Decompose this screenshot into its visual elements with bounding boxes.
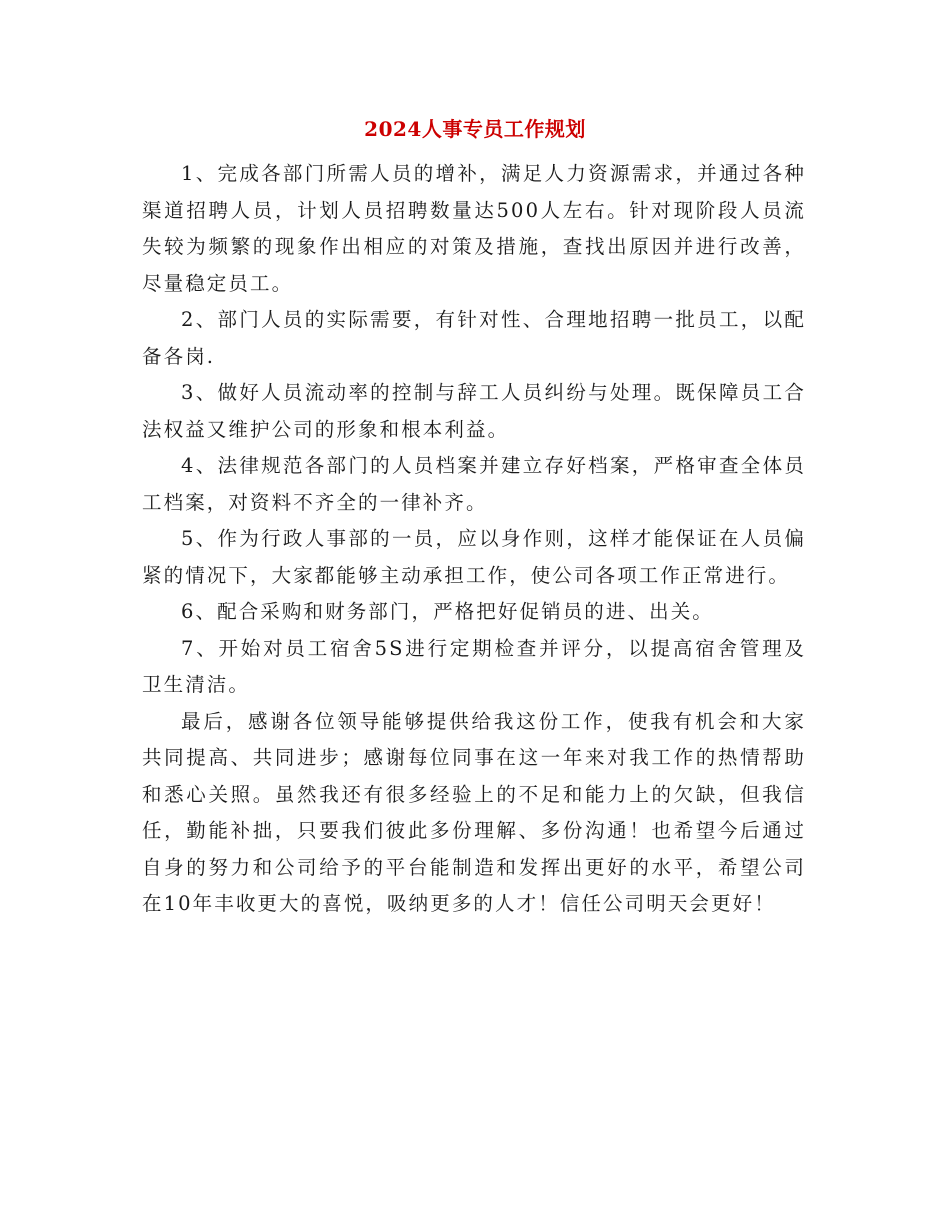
paragraph-7: 7、开始对员工宿舍5S进行定期检查并评分，以提高宿舍管理及卫生清洁。 [142, 636, 806, 696]
document-body [142, 156, 806, 923]
paragraph-2: 2、部门人员的实际需要，有针对性、合理地招聘一批员工，以配备各岗. [142, 308, 806, 368]
paragraph-5: 5、作为行政人事部的一员，应以身作则，这样才能保证在人员偏紧的情况下，大家都能够主动承担工作，使公司各项工作正常进行。 [142, 527, 806, 587]
paragraph-3: 3、做好人员流动率的控制与辞工人员纠纷与处理。既保障员工合法权益又维护公司的形象和根本利益。 [142, 381, 806, 441]
paragraph-4: 4、法律规范各部门的人员档案并建立存好档案，严格审查全体员工档案，对资料不齐全的一律补齐。 [142, 454, 806, 514]
paragraph-6: 6、配合采购和财务部门，严格把好促销员的进、出关。 [181, 600, 714, 623]
paragraph-1: 1、完成各部门所需人员的增补，满足人力资源需求，并通过各种渠道招聘人员，计划人员招聘数量达500人左右。针对现阶段人员流失较为频繁的现象作出相应的对策及措施，查找出原因并进行改善，尽量稳定员工。 [142, 162, 806, 295]
document-title: 2024人事专员工作规划 [364, 117, 586, 141]
paragraph-closing: 最后，感谢各位领导能够提供给我这份工作，使我有机会和大家共同提高、共同进步；感谢每位同事在这一年来对我工作的热情帮助和悉心关照。虽然我还有很多经验上的不足和能力上的欠缺，但我信任，勤能补拙，只要我们彼此多份理解、多份沟通！也希望今后通过自身的努力和公司给予的平台能制造和发挥出更好的水平，希望公司在10年丰收更大的喜悦，吸纳更多的人才！信任公司明天会更好！ [142, 709, 806, 915]
